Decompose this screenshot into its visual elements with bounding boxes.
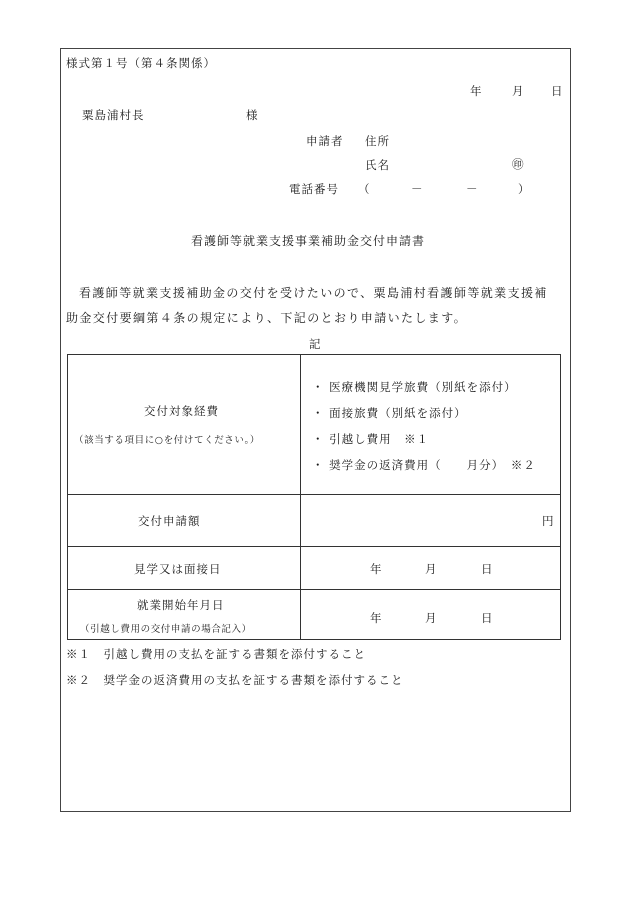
table-row-divider <box>68 494 560 495</box>
body-line-2: 助金交付要綱第４条の規定により、下記のとおり申請いたします。 <box>66 311 468 325</box>
row4-day: 日 <box>481 611 493 625</box>
date-year-label: 年 <box>470 84 482 98</box>
note-1: ※１ 引越し費用の支払を証する書類を添付すること <box>66 647 366 661</box>
form-number: 様式第１号（第４条関係） <box>66 56 216 70</box>
phone-dash-1: － <box>411 182 423 196</box>
seal-mark: ㊞ <box>512 157 524 171</box>
row4-label: 就業開始年月日 <box>137 598 225 612</box>
row3-month: 月 <box>425 562 437 576</box>
applicant-label: 申請者 <box>306 134 344 148</box>
row4-month: 月 <box>425 611 437 625</box>
phone-open-paren: （ <box>358 182 370 196</box>
phone-dash-2: － <box>466 182 478 196</box>
date-day-label: 日 <box>551 84 563 98</box>
date-month-label: 月 <box>512 84 524 98</box>
table-row-divider <box>68 589 560 590</box>
note-2: ※２ 奨学金の返済費用の支払を証する書類を添付すること <box>66 673 404 687</box>
table-column-divider <box>300 355 301 639</box>
document-title: 看護師等就業支援事業補助金交付申請書 <box>191 234 426 248</box>
ki-label: 記 <box>309 337 321 351</box>
row1-note: （該当する項目に○を付けてください。） <box>74 435 260 446</box>
expense-item-3: ・ 引越し費用 ※１ <box>312 432 430 446</box>
row1-label: 交付対象経費 <box>144 404 219 418</box>
application-table <box>67 354 561 640</box>
phone-close-paren: ） <box>518 182 530 196</box>
expense-item-1: ・ 医療機関見学旅費（別紙を添付） <box>312 380 517 394</box>
expense-item-2: ・ 面接旅費（別紙を添付） <box>312 406 467 420</box>
table-row-divider <box>68 546 560 547</box>
name-label: 氏名 <box>365 158 390 172</box>
row2-unit: 円 <box>542 514 554 528</box>
row3-label: 見学又は面接日 <box>134 562 222 576</box>
address-label: 住所 <box>365 134 390 148</box>
row3-year: 年 <box>370 562 382 576</box>
addressee: 粟島浦村長 <box>82 108 145 122</box>
body-line-1: 看護師等就業支援補助金の交付を受けたいので、粟島浦村看護師等就業支援補 <box>79 286 548 300</box>
row4-year: 年 <box>370 611 382 625</box>
expense-item-4: ・ 奨学金の返済費用（ 月分） ※２ <box>312 458 536 472</box>
honorific: 様 <box>246 108 258 122</box>
phone-label: 電話番号 <box>289 182 339 196</box>
row3-day: 日 <box>481 562 493 576</box>
row4-note: （引越し費用の交付申請の場合記入） <box>80 624 252 635</box>
row2-label: 交付申請額 <box>138 514 201 528</box>
